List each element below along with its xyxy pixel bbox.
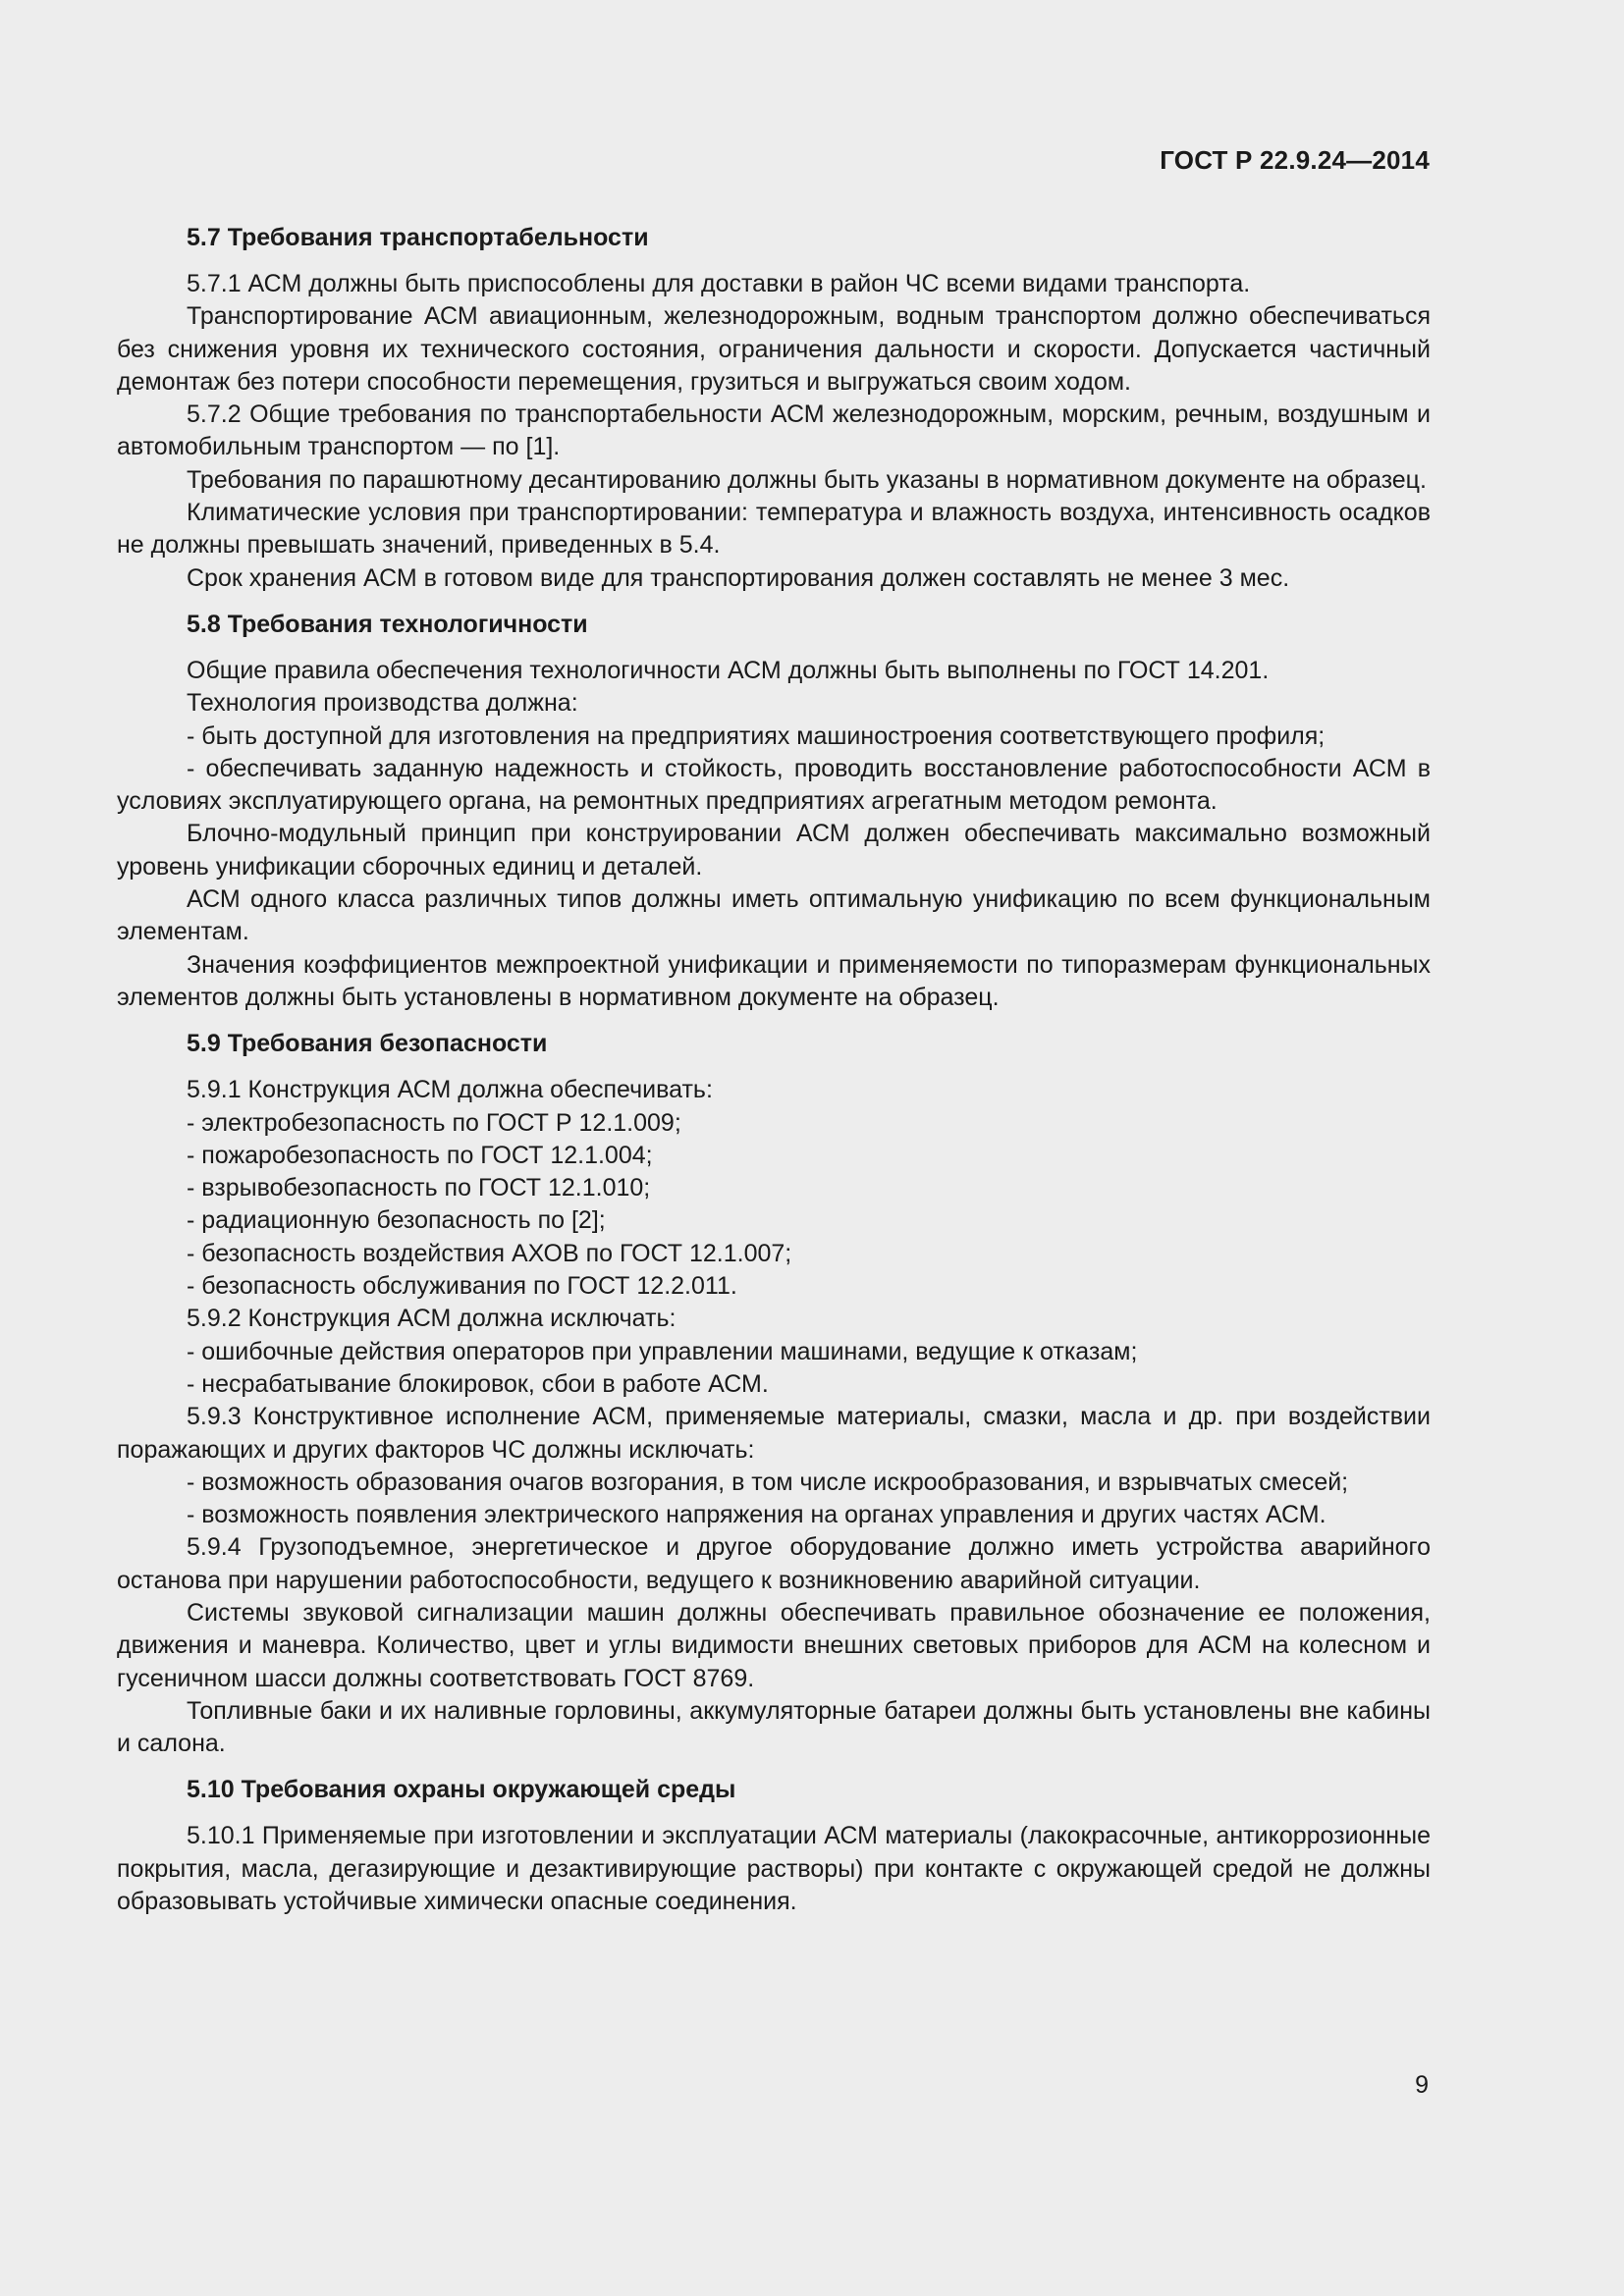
paragraph: 5.9.4 Грузоподъемное, энергетическое и другое оборудование должно иметь устройства аварийного останова при нарушении работоспособности, ведущего к возникновению аварийной ситуации. <box>117 1533 1431 1594</box>
list-item: - возможность появления электрического напряжения на органах управления и других частях АСМ. <box>187 1501 1326 1529</box>
section-heading-5-9: 5.9 Требования безопасности <box>187 1030 548 1058</box>
list-item: - ошибочные действия операторов при управлении машинами, ведущие к отказам; <box>187 1337 1138 1365</box>
paragraph: Общие правила обеспечения технологичности АСМ должны быть выполнены по ГОСТ 14.201. <box>187 656 1270 684</box>
paragraph: 5.7.2 Общие требования по транспортабельности АСМ железнодорожным, морским, речным, воздушным и автомобильным транспортом — по [1]. <box>117 400 1431 461</box>
list-item: - безопасность воздействия АХОВ по ГОСТ 12.1.007; <box>187 1239 792 1267</box>
section-heading-5-7: 5.7 Требования транспортабельности <box>187 224 649 251</box>
paragraph: 5.10.1 Применяемые при изготовлении и эксплуатации АСМ материалы (лакокрасочные, антикоррозионные покрытия, масла, дегазирующие и дезактивирующие растворы) при контакте с окружающей средой не должны образовывать устойчивые химически опасные соединения. <box>117 1822 1431 1916</box>
paragraph: Транспортирование АСМ авиационным, железнодорожным, водным транспортом должно обеспечиваться без снижения уровня их технического состояния, ограничения дальности и скорости. Допускается частичный демонтаж без потери способности перемещения, грузиться и выгружаться своим ходом. <box>117 302 1431 396</box>
document-code: ГОСТ Р 22.9.24—2014 <box>1160 145 1430 175</box>
list-item: - несрабатывание блокировок, сбои в работе АСМ. <box>187 1369 769 1398</box>
paragraph: 5.9.2 Конструкция АСМ должна исключать: <box>187 1305 677 1333</box>
list-item: - быть доступной для изготовления на предприятиях машиностроения соответствующего профиля; <box>187 721 1326 750</box>
page-number: 9 <box>1415 2071 1429 2099</box>
paragraph: Системы звуковой сигнализации машин должны обеспечивать правильное обозначение ее положения, движения и маневра. Количество, цвет и углы видимости внешних световых приборов для АСМ на колесном и гусеничном шасси должны соответствовать ГОСТ 8769. <box>117 1598 1431 1692</box>
list-item: - радиационную безопасность по [2]; <box>187 1206 606 1235</box>
list-item: - возможность образования очагов возгорания, в том числе искрообразования, и взрывчатых смесей; <box>187 1468 1349 1496</box>
list-item: - пожаробезопасность по ГОСТ 12.1.004; <box>187 1141 653 1169</box>
paragraph: АСМ одного класса различных типов должны иметь оптимальную унификацию по всем функциональным элементам. <box>117 885 1431 946</box>
document-body <box>117 222 1431 1918</box>
list-item: - электробезопасность по ГОСТ Р 12.1.009; <box>187 1108 681 1137</box>
paragraph: 5.9.3 Конструктивное исполнение АСМ, применяемые материалы, смазки, масла и др. при воздействии поражающих и других факторов ЧС должны исключать: <box>117 1403 1431 1464</box>
list-item: - взрывобезопасность по ГОСТ 12.1.010; <box>187 1174 651 1202</box>
section-heading-5-8: 5.8 Требования технологичности <box>187 610 588 638</box>
section-heading-5-10: 5.10 Требования охраны окружающей среды <box>187 1776 736 1804</box>
paragraph: Срок хранения АСМ в готовом виде для транспортирования должен составлять не менее 3 мес. <box>187 563 1290 592</box>
list-item: - обеспечивать заданную надежность и стойкость, проводить восстановление работоспособности АСМ в условиях эксплуатирующего органа, на ремонтных предприятиях агрегатным методом ремонта. <box>117 754 1431 816</box>
paragraph: Блочно-модульный принцип при конструировании АСМ должен обеспечивать максимально возможный уровень унификации сборочных единиц и деталей. <box>117 820 1431 881</box>
paragraph: Технология производства должна: <box>187 689 578 718</box>
paragraph: 5.9.1 Конструкция АСМ должна обеспечивать: <box>187 1076 713 1104</box>
paragraph: 5.7.1 АСМ должны быть приспособлены для доставки в район ЧС всеми видами транспорта. <box>187 270 1251 297</box>
paragraph: Требования по парашютному десантированию должны быть указаны в нормативном документе на образец. <box>187 465 1427 494</box>
list-item: - безопасность обслуживания по ГОСТ 12.2.011. <box>187 1272 737 1301</box>
paragraph: Значения коэффициентов межпроектной унификации и применяемости по типоразмерам функциональных элементов должны быть установлены в нормативном документе на образец. <box>117 950 1431 1011</box>
paragraph: Климатические условия при транспортировании: температура и влажность воздуха, интенсивность осадков не должны превышать значений, приведенных в 5.4. <box>117 499 1431 560</box>
paragraph: Топливные баки и их наливные горловины, аккумуляторные батареи должны быть установлены вне кабины и салона. <box>117 1696 1431 1758</box>
